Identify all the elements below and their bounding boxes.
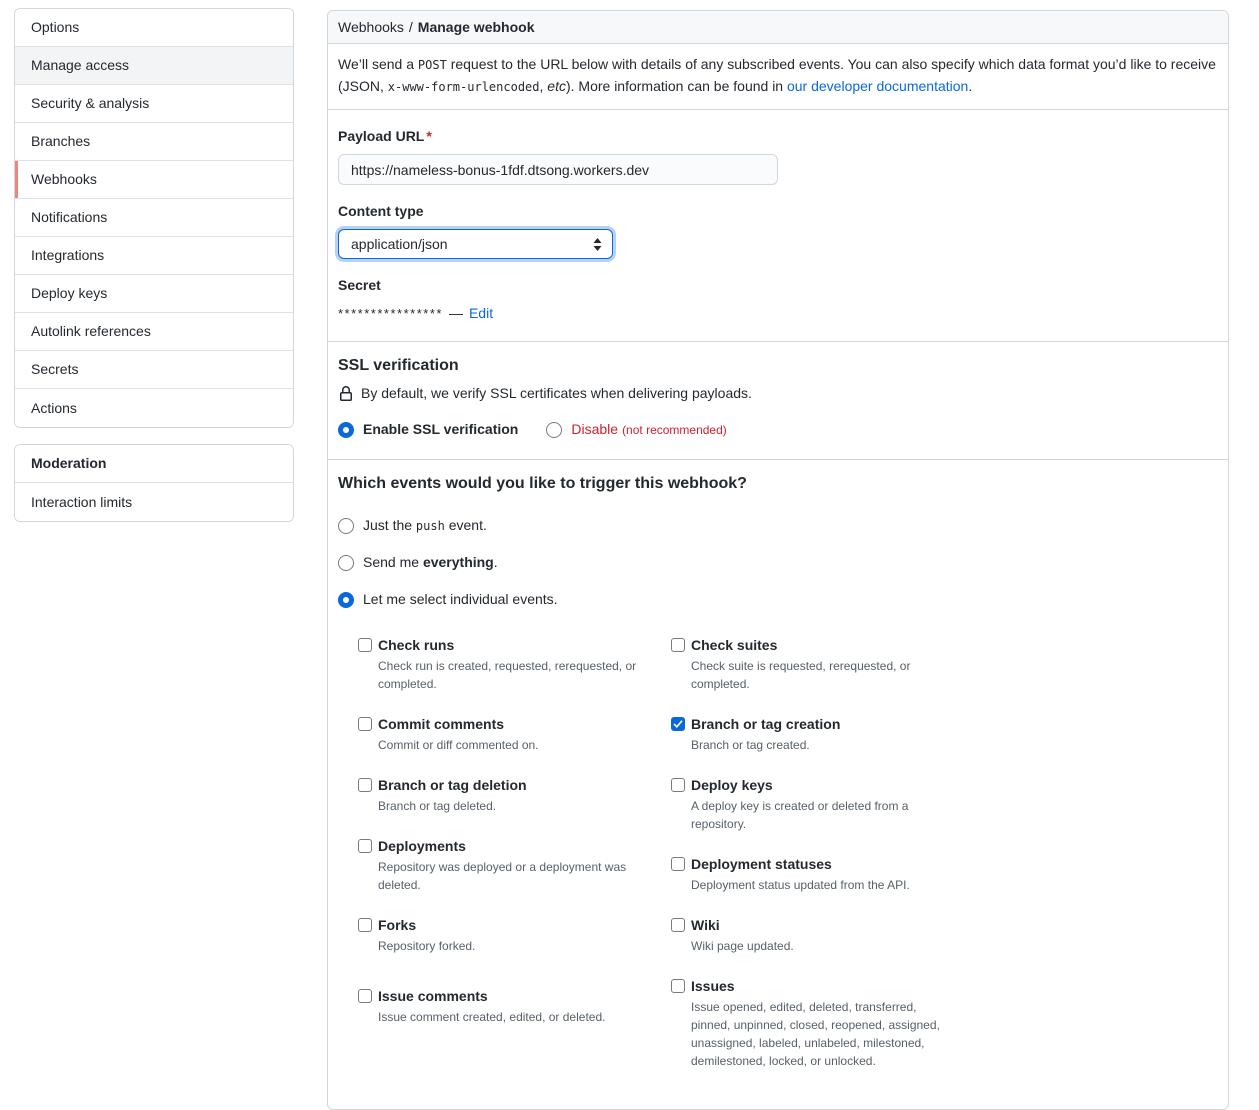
content-type-value: application/json [351, 235, 448, 252]
deployments-checkbox[interactable] [358, 839, 372, 853]
sidebar-item-security-analysis[interactable]: Security & analysis [15, 85, 293, 123]
sidebar-item-webhooks[interactable]: Webhooks [15, 161, 293, 199]
branch-tag-deletion-checkbox[interactable] [358, 778, 372, 792]
push-code: push [415, 519, 445, 533]
lock-icon [338, 386, 354, 402]
sidebar-item-notifications[interactable]: Notifications [15, 199, 293, 237]
event-checkbox-grid [358, 635, 1218, 1091]
check-runs-checkbox[interactable] [358, 638, 372, 652]
developer-documentation-link[interactable]: our developer documentation [786, 78, 969, 94]
secret-value-row [338, 303, 1218, 324]
secret-edit-link[interactable]: Edit [468, 305, 494, 321]
events-trigger-options [338, 515, 1218, 610]
event-option-issue-comments: Issue comments Issue comment created, edited, or deleted. [358, 986, 671, 1026]
page-title: Manage webhook [417, 18, 535, 35]
required-asterisk: * [426, 128, 432, 144]
secret-separator: — [448, 305, 463, 321]
content-type-select[interactable] [338, 229, 613, 259]
check-icon [673, 720, 683, 728]
check-suites-checkbox[interactable] [671, 638, 685, 652]
sidebar-item-integrations[interactable]: Integrations [15, 237, 293, 275]
events-heading: Which events would you like to trigger this webhook? [338, 475, 747, 492]
event-option-forks: Forks Repository forked. [358, 915, 671, 955]
events-section [328, 460, 1228, 1110]
ssl-heading: SSL verification [338, 357, 459, 374]
settings-nav [14, 8, 294, 428]
post-code: POST [417, 58, 447, 72]
just-push-option[interactable]: Just the push event. [338, 515, 1218, 536]
event-option-check-suites: Check suites Check suite is requested, rerequested, or completed. [671, 635, 961, 693]
content-type-group [338, 201, 1218, 259]
manage-webhook-panel [327, 10, 1229, 1110]
event-column-right [671, 635, 961, 1091]
secret-label: Secret [338, 277, 381, 293]
sidebar-item-deploy-keys[interactable]: Deploy keys [15, 275, 293, 313]
webhook-description: We’ll send a POST request to the URL below with details of any subscribed events. You can also specify which data format you’d like to receive (JSON, x-www-form-urlencoded, etc). More information can be found in our developer documentation. [328, 44, 1228, 110]
webhook-form [328, 126, 1228, 342]
settings-sidebar [14, 8, 294, 538]
deployment-statuses-checkbox[interactable] [671, 857, 685, 871]
sidebar-item-actions[interactable]: Actions [15, 389, 293, 427]
send-everything-option[interactable]: Send me everything. [338, 552, 1218, 573]
moderation-nav [14, 444, 294, 522]
event-option-branch-tag-deletion: Branch or tag deletion Branch or tag deleted. [358, 775, 671, 815]
issue-comments-checkbox[interactable] [358, 989, 372, 1003]
event-option-branch-tag-creation: Branch or tag creation Branch or tag created. [671, 714, 961, 754]
issues-checkbox[interactable] [671, 979, 685, 993]
forks-checkbox[interactable] [358, 918, 372, 932]
wiki-checkbox[interactable] [671, 918, 685, 932]
event-option-deploy-keys: Deploy keys A deploy key is created or deleted from a repository. [671, 775, 961, 833]
enable-ssl-option[interactable]: Enable SSL verification [338, 419, 518, 440]
ssl-verification-section [328, 342, 1228, 460]
send-everything-radio[interactable] [338, 555, 354, 571]
disable-ssl-option[interactable]: Disable (not recommended) [546, 419, 726, 440]
sidebar-item-options[interactable]: Options [15, 9, 293, 47]
event-option-check-runs: Check runs Check run is created, requested, rerequested, or completed. [358, 635, 671, 693]
sidebar-item-secrets[interactable]: Secrets [15, 351, 293, 389]
disable-ssl-radio[interactable] [546, 422, 562, 438]
event-option-deployment-statuses: Deployment statuses Deployment status updated from the API. [671, 854, 961, 894]
ssl-radio-row [338, 419, 1218, 440]
select-individual-option[interactable]: Let me select individual events. [338, 589, 1218, 610]
select-individual-radio[interactable] [338, 592, 354, 608]
secret-masked-value: **************** [338, 305, 443, 321]
event-column-left [358, 635, 671, 1091]
commit-comments-checkbox[interactable] [358, 717, 372, 731]
just-push-radio[interactable] [338, 518, 354, 534]
deploy-keys-checkbox[interactable] [671, 778, 685, 792]
sidebar-section-moderation: Moderation [15, 445, 293, 483]
secret-group [338, 275, 1218, 324]
payload-url-label: Payload URL * [338, 128, 432, 144]
event-option-deployments: Deployments Repository was deployed or a deployment was deleted. [358, 836, 671, 894]
event-option-commit-comments: Commit comments Commit or diff commented on. [358, 714, 671, 754]
content-type-label: Content type [338, 203, 424, 219]
enable-ssl-radio[interactable] [338, 422, 354, 438]
branch-tag-creation-checkbox[interactable] [671, 717, 685, 731]
sidebar-item-branches[interactable]: Branches [15, 123, 293, 161]
chevron-updown-icon [593, 238, 602, 251]
payload-url-input[interactable] [338, 154, 778, 185]
payload-url-group [338, 126, 1218, 185]
sidebar-item-interaction-limits[interactable]: Interaction limits [15, 483, 293, 521]
urlencoded-code: x-www-form-urlencoded [387, 80, 540, 94]
ssl-note: By default, we verify SSL certificates when delivering payloads. [338, 383, 1218, 404]
breadcrumb [328, 11, 1228, 44]
breadcrumb-webhooks-link[interactable]: Webhooks [338, 18, 404, 35]
event-option-wiki: Wiki Wiki page updated. [671, 915, 961, 955]
breadcrumb-separator: / [408, 18, 413, 35]
sidebar-item-autolink-references[interactable]: Autolink references [15, 313, 293, 351]
sidebar-item-manage-access[interactable]: Manage access [15, 47, 293, 85]
event-option-issues: Issues Issue opened, edited, deleted, transferred, pinned, unpinned, closed, reopened, assigned, unassigned, labeled, unlabeled, milestoned, demilestoned, locked, or unlocked. [671, 976, 961, 1070]
